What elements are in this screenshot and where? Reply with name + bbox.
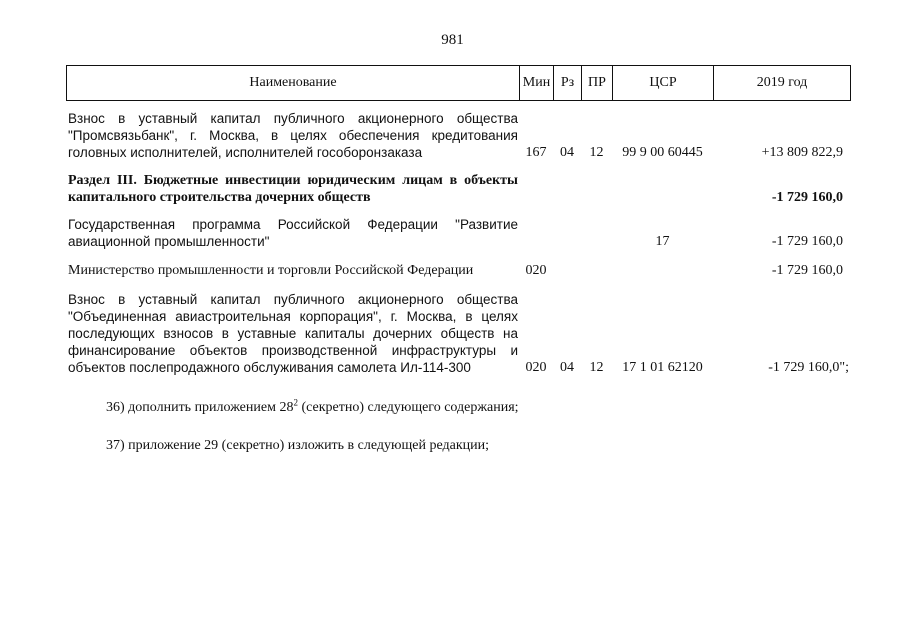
- row-year: -1 729 160,0: [771, 190, 843, 205]
- paragraph-36-text: 36) дополнить приложением 28: [106, 400, 294, 415]
- row-year: +13 809 822,9: [761, 145, 843, 160]
- row-name: Государственная программа Российской Федерации "Развитие авиационной промышленности": [68, 217, 518, 249]
- row-year: -1 729 160,0: [771, 263, 843, 278]
- page-number: 981: [441, 32, 464, 48]
- header-csr: ЦСР: [613, 66, 714, 100]
- row-rz: 04: [560, 145, 574, 160]
- row-csr: 99 9 00 60445: [622, 145, 703, 160]
- row-rz: 04: [560, 360, 574, 375]
- table-row: [66, 262, 851, 280]
- row-min: 167: [525, 145, 547, 160]
- row-pr: 12: [589, 360, 604, 375]
- row-csr: 17 1 01 62120: [622, 360, 703, 375]
- row-name: Министерство промышленности и торговли Российской Федерации: [68, 263, 474, 278]
- row-name: Взнос в уставный капитал публичного акционерного общества "Промсвязьбанк", г. Москва, в целях обеспечения кредитования головных исполнителей, исполнителей гособоронзаказа: [68, 111, 518, 160]
- header-min: Мин: [520, 66, 554, 100]
- paragraph-36: [106, 397, 519, 416]
- row-min: 020: [525, 263, 547, 278]
- table-row: [66, 216, 851, 252]
- row-min: 020: [525, 360, 547, 375]
- table-row: [66, 172, 851, 208]
- paragraph-37: 37) приложение 29 (секретно) изложить в следующей редакции;: [106, 438, 490, 453]
- header-rz: Рз: [554, 66, 582, 100]
- row-year: -1 729 160,0";: [768, 360, 849, 375]
- table-row: [66, 291, 851, 377]
- paragraph-36-text-end: (секретно) следующего содержания;: [297, 400, 519, 415]
- table-row: [66, 110, 851, 162]
- row-csr: 17: [655, 234, 670, 249]
- header-name: Наименование: [67, 66, 520, 100]
- header-year: 2019 год: [756, 75, 808, 90]
- paragraph-36-superscript: 2: [293, 397, 298, 408]
- table-header: [66, 65, 851, 101]
- row-pr: 12: [589, 145, 604, 160]
- row-name: Взнос в уставный капитал публичного акционерного общества "Объединенная авиастроительная корпорация", г. Москва, в целях последующих взносов в уставные капиталы дочерних обществ на финансирование объектов производственной инфраструктуры и объектов послепродажного обслуживания самолета Ил-114-300: [68, 292, 518, 375]
- row-name: Раздел III. Бюджетные инвестиции юридическим лицам в объекты капитального строительства дочерних обществ: [68, 173, 518, 205]
- header-pr: ПР: [582, 66, 613, 100]
- row-year: -1 729 160,0: [771, 234, 843, 249]
